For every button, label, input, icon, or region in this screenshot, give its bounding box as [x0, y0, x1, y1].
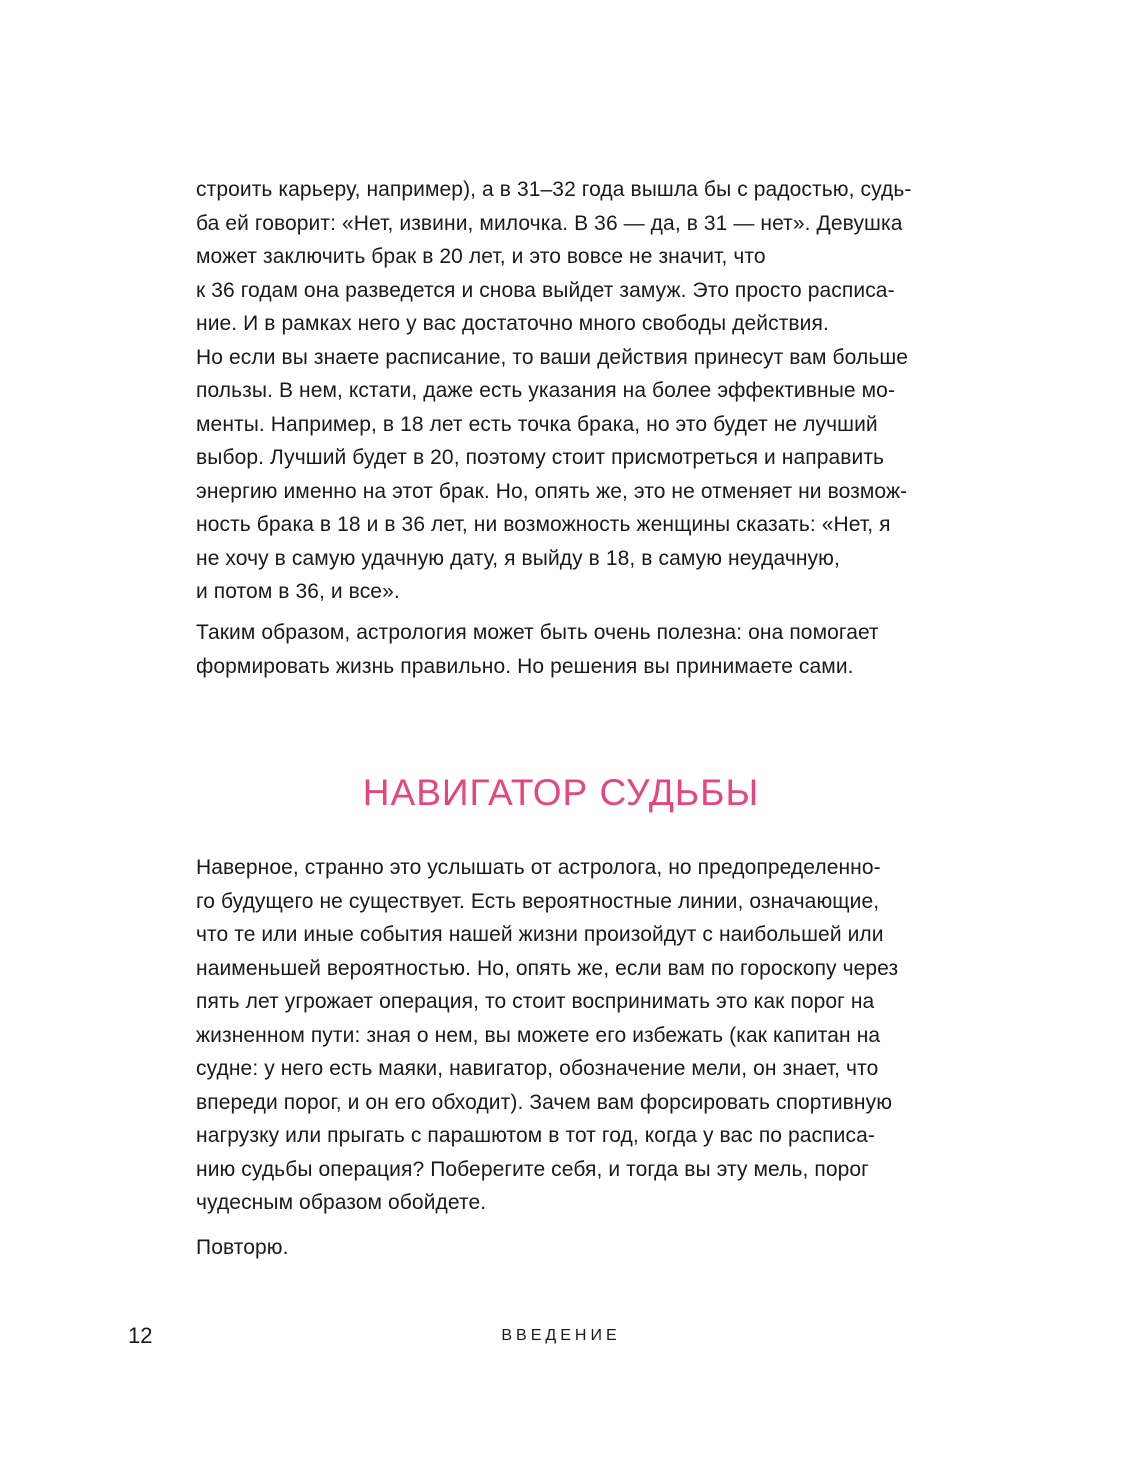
text-line: наименьшей вероятностью. Но, опять же, если вам по гороскопу через — [196, 956, 899, 980]
paragraph-2 — [196, 616, 879, 683]
text-line: менты. Например, в 18 лет есть точка брака, но это будет не лучший — [196, 412, 878, 436]
text-line: энергию именно на этот брак. Но, опять же, это не отменяет ни возмож- — [196, 479, 908, 503]
text-line: что те или иные события нашей жизни произойдут с наибольшей или — [196, 923, 884, 946]
section-heading: НАВИГАТОР СУДЬБЫ — [362, 772, 760, 813]
text-line: выбор. Лучший будет в 20, поэтому стоит присмотреться и направить — [196, 446, 885, 469]
text-line: Наверное, странно это услышать от астролога, но предопределенно- — [196, 856, 881, 879]
text-line: чудесным образом обойдете. — [196, 1191, 487, 1214]
text-line: Повторю. — [196, 1236, 289, 1259]
running-header: ВВЕДЕНИЕ — [501, 1327, 621, 1344]
text-line: пять лет угрожает операция, то стоит воспринимать это как порог на — [196, 990, 875, 1013]
paragraph-3 — [196, 851, 898, 1220]
text-line: строить карьеру, например), а в 31–32 года вышла бы с радостью, судь- — [196, 178, 912, 201]
text-line: го будущего не существует. Есть вероятностные линии, означающие, — [196, 889, 880, 913]
text-line: формировать жизнь правильно. Но решения вы принимаете сами. — [196, 654, 854, 678]
text-line: нию судьбы операция? Поберегите себя, и тогда вы эту мель, порог — [196, 1157, 869, 1181]
page-number: 12 — [128, 1323, 153, 1348]
text-line: впереди порог, и он его обходит). Зачем вам форсировать спортивную — [196, 1090, 893, 1114]
text-line: жизненном пути: зная о нем, вы можете его избежать (как капитан на — [196, 1023, 881, 1047]
text-line: Таким образом, астрология может быть очень полезна: она помогает — [196, 621, 879, 644]
text-line: судне: у него есть маяки, навигатор, обозначение мели, он знает, что — [196, 1057, 879, 1080]
text-line: пользы. В нем, кстати, даже есть указания на более эффективные мо- — [196, 379, 896, 402]
text-line: ние. И в рамках него у вас достаточно много свободы действия. — [196, 312, 829, 335]
text-line: и потом в 36, и все». — [196, 580, 400, 603]
text-line: может заключить брак в 20 лет, и это вовсе не значит, что — [196, 245, 766, 268]
text-line: не хочу в самую удачную дату, я выйду в 18, в самую неудачную, — [196, 546, 840, 570]
paragraph-1 — [196, 173, 912, 609]
text-line: ность брака в 18 и в 36 лет, ни возможность женщины сказать: «Нет, я — [196, 513, 891, 536]
text-line: нагрузку или прыгать с парашютом в тот год, когда у вас по расписа- — [196, 1124, 875, 1147]
text-line: к 36 годам она разведется и снова выйдет замуж. Это просто расписа- — [196, 278, 895, 302]
text-line: Но если вы знаете расписание, то ваши действия принесут вам больше — [196, 345, 909, 369]
text-line: ба ей говорит: «Нет, извини, милочка. В 36 — да, в 31 — нет». Девушка — [196, 211, 903, 235]
paragraph-4 — [196, 1231, 289, 1265]
